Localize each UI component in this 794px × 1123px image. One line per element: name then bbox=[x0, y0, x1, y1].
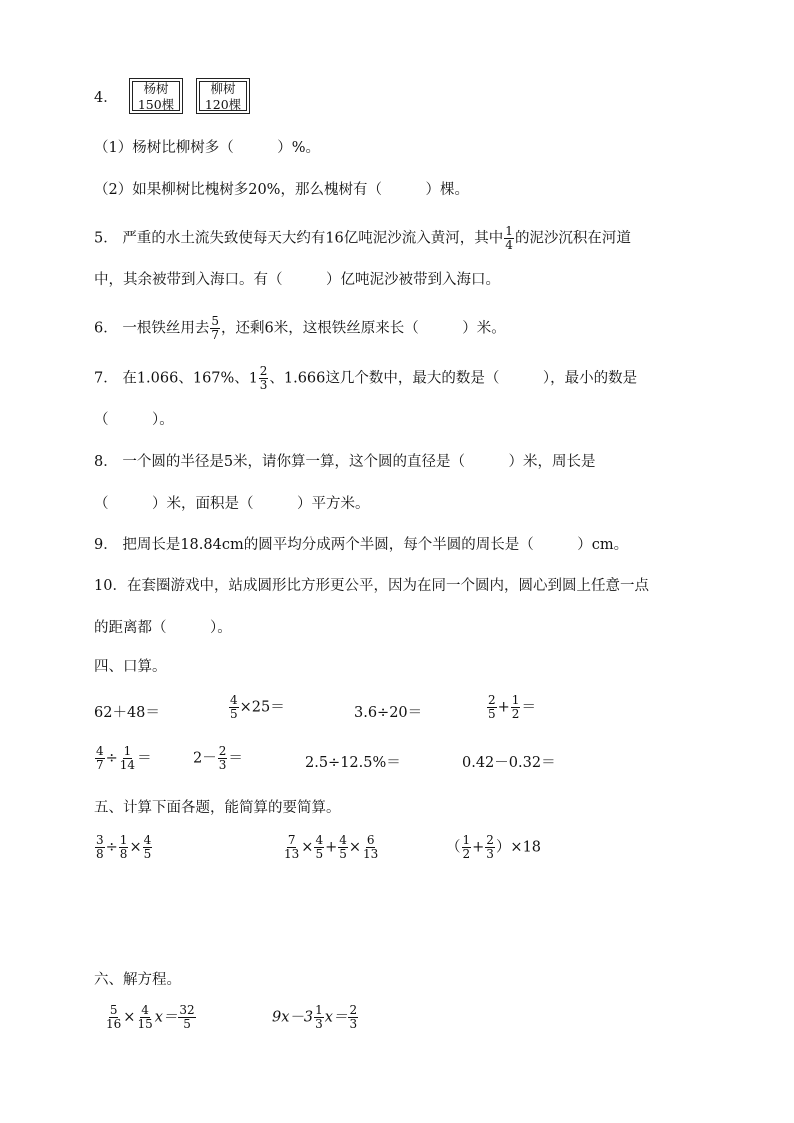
s4-e6-a: 2－ bbox=[193, 750, 217, 767]
s5-e1-op2: × bbox=[129, 839, 142, 856]
s6-e2-frac2 bbox=[348, 1004, 358, 1031]
q6-text-a: 6． 一根铁丝用去 bbox=[94, 320, 210, 337]
s4-e4-num2: 1 bbox=[511, 693, 520, 707]
s4-e5-rest: ＝ bbox=[137, 750, 152, 767]
q7-line2: （ ）。 bbox=[94, 412, 174, 428]
s4-e2-num: 4 bbox=[230, 693, 238, 707]
s6-e1-den1: 16 bbox=[106, 1017, 122, 1031]
s6-e1-num3: 32 bbox=[179, 1003, 195, 1017]
s5-e3-rest: ）×18 bbox=[495, 839, 542, 856]
q7-text-a: 7． 在1.066、167%、 bbox=[94, 370, 249, 387]
q5-text-b: 的泥沙沉积在河道 bbox=[514, 230, 631, 247]
s6-e2-num1: 1 bbox=[315, 1003, 323, 1017]
s4-expr4 bbox=[486, 694, 536, 721]
s4-expr5 bbox=[94, 745, 152, 772]
s6-e1-frac2 bbox=[136, 1004, 153, 1031]
q7-mixed-whole: 1 bbox=[248, 370, 258, 387]
s5-e2-den1: 13 bbox=[284, 847, 300, 861]
q8-line2: （ ）米，面积是（ ）平方米。 bbox=[94, 496, 370, 512]
section6-title: 六、解方程。 bbox=[94, 972, 181, 988]
s4-e4-den2: 2 bbox=[511, 707, 520, 721]
s5-e3-den1: 2 bbox=[462, 847, 471, 861]
s6-e1-den2: 15 bbox=[137, 1017, 153, 1031]
q7-frac-num: 2 bbox=[259, 364, 268, 378]
s5-e2-op2: + bbox=[325, 839, 338, 856]
q10-line2: 的距离都（ ）。 bbox=[94, 620, 232, 636]
s5-e2-frac2 bbox=[314, 834, 324, 861]
s6-e2-a: 9x－3 bbox=[272, 1009, 314, 1026]
s5-e1-den1: 8 bbox=[96, 847, 104, 861]
s6-e1-op: × bbox=[123, 1009, 136, 1026]
s4-e4-frac1 bbox=[487, 694, 497, 721]
s5-e2-num3: 4 bbox=[339, 833, 347, 847]
s4-expr8: 0.42－0.32＝ bbox=[462, 755, 556, 771]
s6-e1-num1: 5 bbox=[109, 1003, 118, 1017]
s5-e2-frac1 bbox=[283, 834, 300, 861]
q4-number: 4． bbox=[94, 90, 118, 106]
s5-e1-frac2 bbox=[119, 834, 129, 861]
s5-e3-frac1 bbox=[462, 834, 472, 861]
section4-title: 四、口算。 bbox=[94, 659, 167, 675]
s4-e5-num1: 4 bbox=[96, 744, 104, 758]
q6-text-b: ，还剩6米，这根铁丝原来长（ ）米。 bbox=[220, 320, 506, 337]
s5-e1-den2: 8 bbox=[119, 847, 128, 861]
q5-frac-num: 1 bbox=[505, 224, 513, 238]
q6-line bbox=[94, 315, 506, 342]
s4-e6-den: 3 bbox=[218, 758, 227, 772]
s5-e3-num1: 1 bbox=[462, 833, 471, 847]
s5-e2-den2: 5 bbox=[315, 847, 324, 861]
s4-e6-frac bbox=[218, 745, 228, 772]
s6-eq1 bbox=[104, 1004, 197, 1031]
s5-e3-num2: 2 bbox=[486, 833, 494, 847]
q5-fraction bbox=[504, 225, 514, 252]
s6-e2-den1: 3 bbox=[315, 1017, 323, 1031]
q5-line1 bbox=[94, 225, 631, 252]
s5-e1-num3: 4 bbox=[143, 833, 152, 847]
s4-expr6 bbox=[193, 745, 243, 772]
s5-e2-num4: 6 bbox=[366, 833, 375, 847]
s5-e2-num1: 7 bbox=[287, 833, 296, 847]
s6-e1-num2: 4 bbox=[141, 1003, 149, 1017]
s5-e1-frac1 bbox=[95, 834, 105, 861]
q8-line1: 8． 一个圆的半径是5米，请你算一算，这个圆的直径是（ ）米，周长是 bbox=[94, 454, 596, 470]
q5-line2: 中，其余被带到入海口。有（ ）亿吨泥沙被带到入海口。 bbox=[94, 272, 500, 288]
s6-eq2 bbox=[272, 1004, 359, 1031]
s4-e5-num2: 1 bbox=[123, 744, 132, 758]
q7-line1 bbox=[94, 365, 637, 392]
poplar-count: 150棵 bbox=[137, 97, 175, 112]
s6-e2-num2: 2 bbox=[349, 1003, 358, 1017]
s5-e1-num1: 3 bbox=[96, 833, 104, 847]
s5-e1-op1: ÷ bbox=[105, 839, 118, 856]
q7-fraction bbox=[259, 365, 269, 392]
s4-e5-frac2 bbox=[119, 745, 136, 772]
q6-frac-num: 5 bbox=[211, 314, 219, 328]
s4-e4-den1: 5 bbox=[488, 707, 496, 721]
q6-fraction bbox=[210, 315, 220, 342]
q4-sub1: （1）杨树比柳树多（ ）%。 bbox=[94, 140, 321, 156]
s4-e2-den: 5 bbox=[230, 707, 238, 721]
poplar-label: 杨树 bbox=[143, 81, 169, 96]
s5-e3-frac2 bbox=[485, 834, 495, 861]
s4-e5-den2: 14 bbox=[119, 758, 136, 772]
s5-e2-op3: × bbox=[348, 839, 362, 856]
s4-e4-num1: 2 bbox=[488, 693, 496, 707]
section5-title: 五、计算下面各题，能简算的要简算。 bbox=[94, 800, 341, 816]
s5-expr1 bbox=[94, 834, 153, 861]
q7-frac-den: 3 bbox=[259, 378, 268, 392]
s4-expr2 bbox=[228, 694, 285, 721]
s4-e5-den1: 7 bbox=[96, 758, 104, 772]
s4-e4-frac2 bbox=[511, 694, 521, 721]
s5-e1-den3: 5 bbox=[143, 847, 152, 861]
s5-expr3 bbox=[446, 834, 541, 861]
s5-e2-num2: 4 bbox=[315, 833, 324, 847]
q9-line: 9． 把周长是18.84cm的圆平均分成两个半圆，每个半圆的周长是（ ）cm。 bbox=[94, 537, 629, 553]
q5-frac-den: 4 bbox=[505, 238, 513, 252]
s5-expr2 bbox=[282, 834, 380, 861]
s6-e2-x: x＝ bbox=[324, 1009, 348, 1026]
willow-label: 柳树 bbox=[210, 81, 236, 96]
s5-e2-den4: 13 bbox=[363, 847, 379, 861]
q4-sub2: （2）如果柳树比槐树多20%，那么槐树有（ ）棵。 bbox=[94, 182, 469, 198]
s4-e5-op: ÷ bbox=[105, 750, 118, 767]
poplar-box bbox=[129, 78, 183, 114]
s5-e3-lparen: （ bbox=[446, 839, 461, 856]
s4-expr3: 3.6÷20＝ bbox=[354, 705, 423, 721]
s4-e6-num: 2 bbox=[218, 744, 227, 758]
s5-e2-den3: 5 bbox=[339, 847, 347, 861]
s6-e1-frac3 bbox=[178, 1004, 195, 1031]
willow-count: 120棵 bbox=[204, 97, 242, 112]
s5-e2-frac3 bbox=[338, 834, 348, 861]
s4-e4-rest: ＝ bbox=[521, 699, 536, 716]
s5-e3-den2: 3 bbox=[486, 847, 494, 861]
s5-e2-frac4 bbox=[362, 834, 379, 861]
s4-e5-frac1 bbox=[95, 745, 105, 772]
s6-e1-den3: 5 bbox=[183, 1017, 191, 1031]
s4-expr1: 62＋48＝ bbox=[94, 705, 160, 721]
s4-e2-fraction bbox=[229, 694, 239, 721]
s6-e2-den2: 3 bbox=[349, 1017, 358, 1031]
q5-text-a: 5． 严重的水土流失致使每天大约有16亿吨泥沙流入黄河，其中 bbox=[94, 230, 504, 247]
s4-expr7: 2.5÷12.5%＝ bbox=[305, 755, 401, 771]
willow-box bbox=[196, 78, 250, 114]
s6-e2-frac1 bbox=[314, 1004, 324, 1031]
s5-e2-op1: × bbox=[301, 839, 314, 856]
s4-e4-op: + bbox=[497, 699, 510, 716]
s6-e1-x: x＝ bbox=[154, 1009, 178, 1026]
s4-e6-rest: ＝ bbox=[228, 750, 243, 767]
s5-e1-num2: 1 bbox=[119, 833, 128, 847]
q7-text-b: 、1.666这几个数中，最大的数是（ ），最小的数是 bbox=[269, 370, 638, 387]
s6-e1-frac1 bbox=[105, 1004, 122, 1031]
s4-e2-rest: ×25＝ bbox=[239, 699, 285, 716]
q10-line1: 10．在套圈游戏中，站成圆形比方形更公平，因为在同一个圆内，圆心到圆上任意一点 bbox=[94, 578, 649, 594]
s5-e3-op: + bbox=[472, 839, 485, 856]
s5-e1-frac3 bbox=[143, 834, 153, 861]
q6-frac-den: 7 bbox=[211, 328, 219, 342]
